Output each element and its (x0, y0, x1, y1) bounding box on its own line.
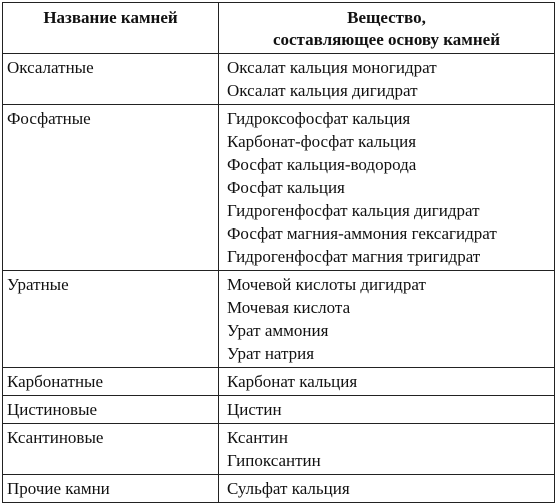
substance-list (219, 54, 555, 105)
substance-list (219, 424, 555, 475)
substance-list (219, 271, 555, 368)
header-stone-name: Название камней (3, 3, 219, 54)
substance-list (219, 396, 555, 424)
substance-item: Фосфат кальция (227, 178, 345, 197)
substance-item: Гипоксантин (227, 451, 321, 470)
substance-item: Урат натрия (227, 344, 315, 363)
substance-item: Ксантин (227, 428, 288, 447)
stone-name: Карбонатные (3, 368, 219, 396)
table-row (3, 424, 555, 475)
substance-item: Карбонат кальция (227, 372, 358, 391)
substance-item: Оксалат кальция дигидрат (227, 81, 418, 100)
substance-list (219, 105, 555, 271)
header-substance-line-1: Вещество, (347, 8, 426, 27)
substance-item: Мочевая кислота (227, 298, 351, 317)
substance-item: Цистин (227, 400, 282, 419)
substance-item: Мочевой кислоты дигидрат (227, 275, 426, 294)
stone-name: Цистиновые (3, 396, 219, 424)
substance-item: Гидрогенфосфат кальция дигидрат (227, 201, 480, 220)
substance-item: Фосфат магния-аммония гексагидрат (227, 224, 497, 243)
stone-name: Прочие камни (3, 475, 219, 503)
table-row (3, 105, 555, 271)
substance-item: Фосфат кальция-водорода (227, 155, 417, 174)
table-row (3, 396, 555, 424)
substance-item: Гидроксофосфат кальция (227, 109, 411, 128)
substance-item: Карбонат-фосфат кальция (227, 132, 417, 151)
stone-name: Ксантиновые (3, 424, 219, 475)
stone-name: Оксалатные (3, 54, 219, 105)
substance-list (219, 368, 555, 396)
substance-item: Урат аммония (227, 321, 329, 340)
header-substance-line-2: составляющее основу камней (272, 30, 501, 49)
stone-name: Уратные (3, 271, 219, 368)
table-row (3, 475, 555, 503)
table-row (3, 368, 555, 396)
stone-name: Фосфатные (3, 105, 219, 271)
substance-item: Оксалат кальция моногидрат (227, 58, 437, 77)
header-row (3, 3, 555, 54)
substance-item: Гидрогенфосфат магния тригидрат (227, 247, 481, 266)
header-substance (219, 3, 555, 54)
table-row (3, 54, 555, 105)
substance-item: Сульфат кальция (227, 479, 350, 498)
substance-list (219, 475, 555, 503)
table-row (3, 271, 555, 368)
stones-table (2, 2, 555, 503)
